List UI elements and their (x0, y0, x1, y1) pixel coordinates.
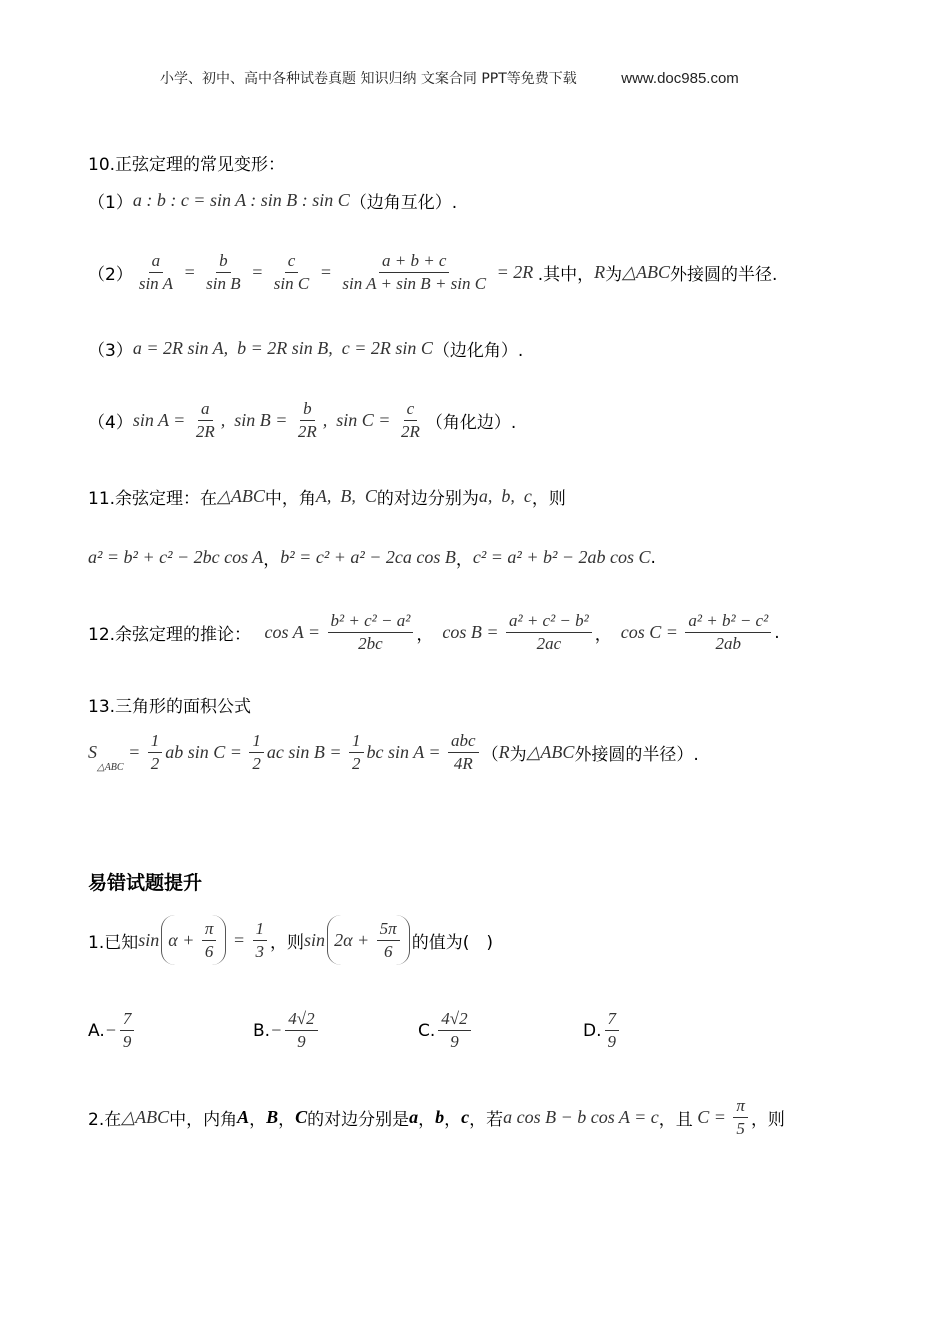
math-expression: △ABC (121, 1107, 170, 1127)
fraction (339, 250, 489, 295)
math-expression: R (498, 742, 510, 762)
fraction-denominator: 2R (297, 422, 317, 441)
question-2 (88, 1095, 785, 1140)
text: ， (418, 1110, 436, 1130)
fraction-numerator: 1 (253, 918, 268, 941)
math-expression: c² = a² + b² − 2ab cos C (472, 547, 651, 567)
math-expression: = (228, 929, 250, 950)
math-expression: △ABC (217, 486, 265, 506)
text: （1） (88, 193, 133, 213)
math-expression: , sin C = (322, 410, 395, 430)
math-expression: S (88, 742, 97, 762)
text: （4） (88, 413, 133, 433)
fraction-denominator: sin C (273, 274, 310, 293)
math-expression: 2α + (334, 929, 374, 950)
fraction-numerator: c (404, 398, 418, 421)
fraction-denominator: 6 (204, 941, 214, 961)
text: ，且 (658, 1110, 693, 1130)
math-expression: cos B = (433, 622, 503, 642)
text: （角化边）. (425, 413, 517, 433)
fraction (193, 398, 218, 443)
math-expression: a = 2R sin A, b = 2R sin B, c = 2R sin C (132, 338, 433, 358)
fraction-numerator: b (300, 398, 315, 421)
sine-law-item-3 (88, 336, 523, 361)
math-expression: a : b : c = sin A : sin B : sin C (132, 190, 350, 210)
fraction-numerator: 5π (377, 918, 400, 941)
fraction-denominator: 2R (400, 422, 420, 441)
math-variable: b (435, 1107, 445, 1127)
math-expression: ab sin C = (165, 742, 247, 762)
text: ，若 (469, 1110, 504, 1130)
text: （3） (88, 341, 133, 361)
fraction-denominator: 9 (297, 1032, 306, 1051)
fraction-numerator: π (733, 1095, 748, 1118)
area-formula-title (88, 692, 251, 717)
parenthesized-expression (161, 915, 226, 965)
fraction (733, 1095, 748, 1140)
text: ，则 (270, 932, 305, 953)
text: D. (583, 1020, 602, 1041)
math-expression: − (104, 1020, 117, 1040)
fraction-denominator: 2 (150, 754, 160, 773)
fraction-denominator: 9 (122, 1032, 132, 1051)
fraction-numerator: a + b + c (379, 250, 450, 273)
text: 10.正弦定理的常见变形： (88, 155, 286, 175)
text: 12.余弦定理的推论： (88, 625, 252, 645)
math-variable: C (295, 1107, 308, 1127)
option-b[interactable] (253, 1008, 321, 1053)
fraction-denominator: 3 (255, 941, 265, 961)
fraction (271, 250, 312, 295)
fraction-denominator: 2ab (715, 634, 742, 653)
fraction (249, 730, 264, 775)
math-expression: , sin B = (220, 410, 292, 430)
math-expression: C = (692, 1107, 731, 1127)
math-expression: sin (138, 929, 160, 950)
text: （2） (88, 265, 133, 285)
section-heading: 易错试题提升 (88, 872, 203, 894)
fraction-numerator: a (149, 250, 164, 273)
fraction-numerator: a (198, 398, 213, 421)
math-variable: a (409, 1107, 419, 1127)
text: B. (253, 1020, 271, 1041)
fraction (285, 1008, 317, 1053)
fraction (506, 610, 592, 655)
text: （边化角）. (432, 341, 524, 361)
fraction-numerator: 1 (349, 730, 364, 753)
math-expression: − (270, 1020, 283, 1040)
fraction-numerator: a² + c² − b² (506, 610, 592, 633)
text: 的对边分别是 (307, 1110, 410, 1130)
cosine-law-corollary (88, 610, 780, 655)
text: ， (249, 1110, 267, 1130)
parenthesized-expression (327, 915, 410, 965)
text: A. (88, 1020, 105, 1041)
math-expression: b² = c² + a² − 2ca cos B (280, 547, 456, 567)
math-subscript: △ABC (97, 762, 124, 773)
fraction-denominator: sin B (206, 274, 241, 293)
header-text: 小学、初中、高中各种试卷真题 知识归纳 文案合同 PPT等免费下载 (160, 71, 577, 87)
fraction-denominator: 4R (453, 754, 473, 773)
fraction (120, 1008, 135, 1053)
text: ， (444, 1110, 462, 1130)
math-expression: bc sin A = (366, 742, 446, 762)
fraction (148, 730, 163, 775)
fraction-denominator: 2bc (358, 634, 383, 653)
option-d[interactable] (583, 1008, 622, 1053)
fraction (377, 918, 400, 963)
fraction (438, 1008, 470, 1053)
text: ， (278, 1110, 296, 1130)
text: ， (594, 625, 612, 645)
fraction-denominator: sin A (138, 274, 173, 293)
text: 中，角 (264, 489, 316, 509)
text: （ (481, 745, 499, 765)
sine-law-title (88, 150, 285, 175)
math-expression: cos A = (251, 622, 325, 642)
math-expression: △ABC (526, 742, 575, 762)
fraction-numerator: 4√2 (438, 1008, 470, 1031)
area-formula (88, 730, 699, 775)
fraction (328, 610, 414, 655)
fraction-numerator: a² + b² − c² (685, 610, 771, 633)
math-expression: a, b, c (478, 486, 532, 506)
text: 外接圆的半径）. (574, 745, 699, 765)
fraction (685, 610, 771, 655)
text: 1.已知 (88, 932, 139, 953)
cosine-law-formulas (88, 545, 656, 570)
text: . (774, 622, 780, 643)
page-header (160, 68, 739, 88)
math-expression: cos C = (611, 622, 683, 642)
cosine-law-title (88, 484, 566, 509)
fraction (398, 398, 423, 443)
text: 的值为( ) (411, 932, 493, 953)
fraction (349, 730, 364, 775)
math-expression: = (246, 262, 268, 282)
math-expression: = 2R (492, 262, 538, 282)
math-variable: c (461, 1107, 470, 1127)
sine-law-item-1 (88, 188, 457, 213)
math-expression: = (179, 262, 201, 282)
fraction (202, 918, 217, 963)
text: 2.在 (88, 1110, 122, 1130)
fraction (203, 250, 243, 295)
text: 为 (605, 265, 623, 285)
fraction-numerator: 1 (249, 730, 264, 753)
text: 为 (509, 745, 527, 765)
text: C. (418, 1020, 436, 1041)
fraction-denominator: 2 (352, 754, 361, 773)
fraction-denominator: 5 (736, 1119, 745, 1138)
math-expression: sin A = (132, 410, 190, 430)
fraction (253, 918, 268, 963)
text: 中，内角 (169, 1110, 238, 1130)
math-expression: α + (168, 929, 199, 950)
option-a[interactable] (88, 1008, 137, 1053)
fraction-denominator: 2 (252, 754, 261, 773)
math-expression: sin (304, 929, 326, 950)
text: 11.余弦定理：在 (88, 489, 218, 509)
math-expression: ac sin B = (266, 742, 347, 762)
text: ， (263, 550, 281, 570)
text: 外接圆的半径. (670, 265, 778, 285)
fraction-denominator: 6 (383, 941, 393, 961)
text: .其中， (537, 265, 595, 285)
header-url[interactable]: www.doc985.com (621, 70, 739, 87)
text: （边角互化）. (349, 193, 458, 213)
fraction-denominator: 2R (195, 422, 215, 441)
fraction (448, 730, 479, 775)
fraction-denominator: sin A + sin B + sin C (342, 274, 487, 293)
fraction-numerator: c (285, 250, 299, 273)
math-expression: = (123, 742, 145, 762)
math-expression: a cos B − b cos A = c (503, 1107, 659, 1127)
fraction-numerator: 7 (605, 1008, 620, 1031)
text: ，则 (750, 1110, 785, 1130)
text: ， (416, 625, 434, 645)
fraction-denominator: 9 (450, 1032, 459, 1051)
math-expression: △ABC (622, 262, 670, 282)
fraction-denominator: 2ac (536, 634, 562, 653)
math-expression: = (315, 262, 337, 282)
option-c[interactable] (418, 1008, 474, 1053)
text: 的对边分别为 (376, 489, 479, 509)
fraction-numerator: abc (448, 730, 479, 753)
math-expression: A, B, C (315, 486, 377, 506)
fraction-numerator: b (216, 250, 231, 273)
sine-law-item-2 (88, 250, 777, 295)
sine-law-item-4 (88, 398, 516, 443)
math-expression: a² = b² + c² − 2bc cos A (88, 547, 264, 567)
fraction (136, 250, 176, 295)
fraction-numerator: 1 (148, 730, 163, 753)
text: 13.三角形的面积公式 (88, 697, 252, 717)
text: ，则 (531, 489, 566, 509)
fraction-numerator: 4√2 (285, 1008, 317, 1031)
fraction-denominator: 9 (607, 1032, 616, 1051)
math-variable: B (266, 1107, 279, 1127)
text: . (650, 547, 656, 568)
fraction (605, 1008, 620, 1053)
math-variable: A (237, 1107, 250, 1127)
math-expression: R (594, 262, 606, 282)
text: ， (455, 550, 473, 570)
fraction (295, 398, 320, 443)
fraction-numerator: 7 (120, 1008, 135, 1031)
fraction-numerator: b² + c² − a² (328, 610, 414, 633)
fraction-numerator: π (202, 918, 217, 941)
question-1 (88, 915, 493, 965)
